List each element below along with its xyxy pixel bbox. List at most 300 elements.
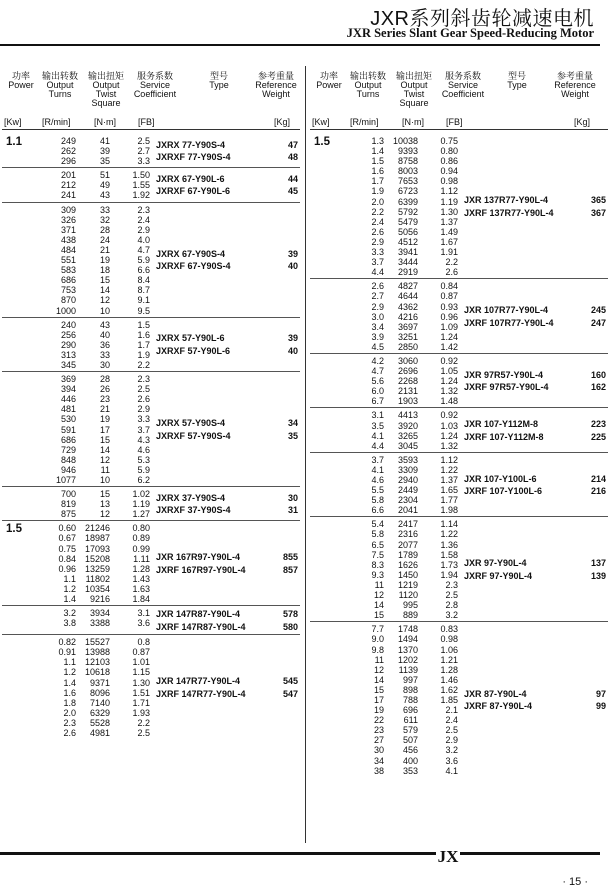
spec-row (40, 688, 150, 698)
service-factor-value: 0.98 (440, 176, 458, 187)
service-factor-value: 1.94 (440, 569, 458, 580)
spec-row (348, 645, 458, 655)
output-speed-value: 4.5 (371, 341, 384, 352)
output-speed-value: 11 (374, 579, 384, 590)
output-speed-value: 3.4 (371, 321, 384, 332)
output-speed-value: 1077 (55, 475, 76, 485)
spec-row (348, 396, 458, 406)
output-speed-value: 4.6 (371, 475, 384, 485)
torque-value: 51 (99, 170, 110, 181)
spec-row (348, 475, 458, 485)
spec-block (310, 134, 608, 279)
model-weight: 214 (590, 473, 606, 484)
power-unit: [Kw] (312, 117, 330, 127)
service-factor-value: 1.43 (132, 573, 150, 584)
model-row (464, 688, 608, 701)
power-unit: [Kw] (4, 117, 22, 127)
spec-row (40, 136, 150, 146)
spec-row (40, 698, 150, 708)
torque-value: 5528 (89, 717, 110, 728)
spec-block (310, 354, 608, 408)
service-factor-value: 6.6 (137, 265, 150, 276)
output-speed-value: 9.8 (371, 644, 384, 655)
output-speed-value: 729 (60, 444, 76, 455)
torque-value: 15527 (84, 637, 110, 648)
model-list (458, 410, 608, 450)
power-value (310, 410, 348, 450)
torque-value: 353 (402, 765, 418, 776)
service-factor-value: 3.6 (137, 618, 150, 629)
model-row (156, 551, 300, 564)
output-speed-value: 1.6 (63, 687, 76, 698)
spec-row (348, 610, 458, 620)
service-factor-value: 0.83 (440, 624, 458, 635)
output-speed-value: 1.6 (371, 166, 384, 177)
torque-value: 1903 (397, 396, 418, 407)
model-row (156, 332, 300, 345)
service-factor-value: 2.5 (445, 590, 458, 601)
spec-row (348, 431, 458, 441)
service-factor-value: 9.1 (137, 295, 150, 306)
torque-value: 3920 (397, 420, 418, 431)
service-factor-value: 2.4 (137, 214, 150, 225)
spec-row (40, 435, 150, 445)
model-list (458, 519, 608, 620)
service-factor-value: 6.2 (137, 475, 150, 485)
header-rule (0, 44, 600, 46)
service-factor-value: 2.7 (137, 146, 150, 157)
torque-value: 2449 (397, 485, 418, 496)
output-speed-value: 1.4 (371, 146, 384, 157)
torque-unit: [N·m] (402, 117, 424, 127)
torque-value: 21 (99, 244, 110, 255)
torque-value: 3388 (89, 618, 110, 629)
output-speed-value: 819 (60, 499, 76, 510)
service-factor-value: 1.22 (440, 464, 458, 475)
service-factor-value: 4.6 (137, 444, 150, 455)
service-factor-value: 1.02 (132, 489, 150, 500)
service-factor-value: 0.92 (440, 355, 458, 366)
output-speed-value: 446 (60, 394, 76, 405)
output-speed-value: 0.82 (58, 637, 76, 648)
model-type: JXRF 137R77-Y90L-4 (464, 207, 554, 218)
service-factor-value: 0.75 (440, 136, 458, 146)
service-factor-value: 2.5 (137, 727, 150, 738)
torque-value: 13259 (84, 563, 110, 574)
model-row (156, 608, 300, 621)
torque-value: 14 (99, 444, 110, 455)
spec-row (348, 745, 458, 755)
weight-header: 参考重量 Reference Weight (255, 71, 297, 99)
spec-row (40, 564, 150, 574)
torque-value: 9371 (89, 677, 110, 688)
torque-value: 28 (99, 374, 110, 385)
torque-value: 3444 (397, 257, 418, 268)
spec-row (40, 340, 150, 350)
spec-row (40, 235, 150, 245)
torque-value: 788 (402, 694, 418, 705)
torque-value: 7140 (89, 697, 110, 708)
spec-row (348, 766, 458, 776)
spec-row (348, 302, 458, 312)
output-speed-value: 309 (60, 204, 76, 215)
spec-row (40, 455, 150, 465)
spec-row (40, 489, 150, 499)
spec-row (348, 735, 458, 745)
service-factor-value: 2.9 (137, 404, 150, 415)
model-type: JXRF 107-Y100L-6 (464, 486, 543, 497)
service-factor-value: 3.3 (137, 414, 150, 425)
model-weight: 160 (590, 369, 606, 380)
model-type: JXR 107-Y100L-6 (464, 473, 537, 484)
page-title-english: JXR Series Slant Gear Speed-Reducing Motor (346, 26, 594, 40)
spec-row (40, 205, 150, 215)
spec-block (2, 318, 300, 372)
model-list (458, 624, 608, 775)
speed-unit: [R/min] (42, 117, 71, 127)
service-factor-value: 5.9 (137, 464, 150, 475)
spec-row (348, 540, 458, 550)
output-speed-value: 4.7 (371, 366, 384, 377)
spec-row (348, 291, 458, 301)
output-speed-value: 262 (60, 146, 76, 157)
output-speed-value: 12 (373, 590, 384, 601)
spec-rows (40, 523, 150, 604)
model-row (156, 504, 300, 517)
spec-row (40, 608, 150, 618)
torque-value: 9393 (397, 146, 418, 157)
service-factor-value: 1.05 (440, 366, 458, 377)
spec-rows (40, 170, 150, 200)
power-value (2, 637, 40, 738)
output-speed-value: 1.9 (371, 186, 384, 197)
spec-row (40, 404, 150, 414)
torque-value: 21246 (84, 523, 110, 534)
torque-value: 21 (99, 404, 110, 415)
spec-row (348, 655, 458, 665)
model-weight: 367 (590, 207, 606, 218)
torque-value: 3934 (89, 608, 110, 619)
model-row (156, 260, 300, 273)
output-speed-value: 1.1 (63, 573, 76, 584)
model-list (150, 523, 300, 604)
torque-value: 13 (99, 499, 110, 510)
spec-row (348, 634, 458, 644)
spec-row (40, 465, 150, 475)
torque-value: 3309 (397, 464, 418, 475)
spec-row (348, 376, 458, 386)
output-speed-value: 686 (60, 275, 76, 286)
page-title-chinese: JXR系列斜齿轮减速电机 (370, 8, 594, 30)
torque-value: 18987 (84, 533, 110, 544)
output-speed-value: 371 (60, 224, 76, 235)
torque-value: 9216 (89, 594, 110, 605)
model-weight: 247 (590, 317, 606, 328)
power-value (2, 608, 40, 633)
service-factor-value: 2.5 (137, 136, 150, 146)
spec-row (40, 584, 150, 594)
output-speed-value: 34 (373, 755, 384, 766)
model-row (464, 317, 608, 330)
torque-value: 3697 (397, 321, 418, 332)
output-speed-value: 7.5 (371, 549, 384, 560)
spec-rows (40, 608, 150, 633)
service-factor-value: 0.93 (440, 301, 458, 312)
torque-unit: [N·m] (94, 117, 116, 127)
torque-value: 11 (100, 464, 110, 475)
output-speed-value: 14 (373, 600, 384, 611)
spec-row (40, 295, 150, 305)
output-speed-value: 2.9 (371, 236, 384, 247)
output-speed-value: 591 (60, 424, 76, 435)
torque-value: 400 (402, 755, 418, 766)
service-factor-value: 8.4 (137, 275, 150, 286)
service-factor-value: 0.99 (132, 543, 150, 554)
spec-row (40, 618, 150, 628)
model-weight: 245 (590, 305, 606, 316)
service-factor-value: 1.09 (440, 321, 458, 332)
service-factor-value: 1.27 (132, 509, 150, 520)
model-weight: 34 (287, 418, 298, 429)
torque-value: 997 (402, 674, 418, 685)
spec-row (348, 756, 458, 766)
torque-value: 898 (402, 684, 418, 695)
spec-row (348, 529, 458, 539)
torque-value: 1120 (398, 590, 418, 601)
service-factor-value: 9.5 (137, 305, 150, 316)
service-factor-value: 1.71 (132, 697, 150, 708)
model-weight: 225 (590, 431, 606, 442)
torque-value: 696 (402, 705, 418, 716)
spec-row (40, 320, 150, 330)
spec-row (348, 156, 458, 166)
spec-row (348, 342, 458, 352)
model-type: JXRX 67-Y90L-6 (156, 173, 225, 184)
spec-row (40, 225, 150, 235)
output-speed-value: 1000 (55, 305, 76, 316)
power-value (2, 320, 40, 370)
torque-value: 2268 (397, 376, 418, 387)
torque-value: 4362 (397, 301, 418, 312)
output-speed-value: 4.2 (371, 355, 384, 366)
spec-row (40, 425, 150, 435)
spec-block (310, 408, 608, 452)
model-row (156, 675, 300, 688)
model-type: JXRX 57-Y90S-4 (156, 418, 226, 429)
service-factor-value: 1.98 (440, 505, 458, 516)
model-weight: 223 (590, 419, 606, 430)
power-value (2, 170, 40, 200)
torque-value: 5792 (397, 206, 418, 217)
torque-value: 3060 (397, 355, 418, 366)
output-speed-value: 753 (60, 285, 76, 296)
spec-row (348, 570, 458, 580)
torque-value: 611 (403, 715, 418, 726)
spec-row (348, 495, 458, 505)
service-factor-value: 1.84 (132, 594, 150, 605)
spec-rows (40, 136, 150, 166)
spec-block (2, 372, 300, 487)
model-type: JXRXF 67-Y90S-4 (156, 261, 231, 272)
model-list (458, 455, 608, 516)
output-speed-value: 30 (373, 745, 384, 756)
spec-row (348, 136, 458, 146)
torque-value: 2417 (397, 519, 418, 530)
spec-row (40, 245, 150, 255)
weight-unit: [Kg] (274, 117, 291, 127)
service-factor-value: 2.2 (137, 359, 150, 370)
spec-rows (40, 374, 150, 485)
spec-block (2, 635, 300, 739)
output-speed-value: 14 (373, 674, 384, 685)
torque-value: 507 (402, 735, 418, 746)
service-factor-value: 1.28 (440, 664, 458, 675)
output-speed-value: 7.7 (371, 624, 384, 635)
service-factor-value: 1.91 (440, 247, 458, 258)
torque-value: 8003 (397, 166, 418, 177)
spec-row (348, 146, 458, 156)
power-value (310, 281, 348, 352)
spec-row (40, 667, 150, 677)
spec-rows (40, 320, 150, 370)
torque-value: 10 (99, 475, 110, 485)
service-factor-value: 0.86 (440, 156, 458, 167)
torque-value: 3265 (397, 430, 418, 441)
service-factor-value: 0.98 (440, 634, 458, 645)
spec-row (348, 166, 458, 176)
model-weight: 578 (282, 609, 298, 620)
torque-value: 15 (99, 434, 110, 445)
torque-value: 35 (99, 156, 110, 167)
spec-row (348, 665, 458, 675)
output-speed-value: 241 (60, 190, 76, 201)
torque-value: 995 (402, 600, 418, 611)
spec-row (348, 267, 458, 277)
output-speed-value: 1.1 (63, 657, 76, 668)
left-table (2, 66, 300, 739)
spec-rows (348, 624, 458, 775)
torque-value: 23 (99, 394, 110, 405)
output-speed-value: 22 (373, 715, 384, 726)
spec-row (348, 366, 458, 376)
output-speed-value: 3.7 (371, 257, 384, 268)
torque-value: 12 (99, 295, 110, 306)
model-list (150, 205, 300, 316)
output-speed-value: 6.6 (371, 505, 384, 516)
output-speed-value: 438 (60, 234, 76, 245)
service-unit: [FB] (446, 117, 463, 127)
model-type: JXRXF 67-Y90L-6 (156, 186, 231, 197)
torque-value: 19 (99, 255, 110, 266)
torque-value: 32 (99, 214, 110, 225)
right-table (310, 66, 608, 777)
torque-value: 12 (99, 509, 110, 520)
output-speed-value: 3.9 (371, 331, 384, 342)
spec-row (348, 421, 458, 431)
service-factor-value: 1.7 (137, 339, 150, 350)
torque-value: 4216 (397, 311, 418, 322)
model-row (156, 430, 300, 443)
output-speed-value: 2.6 (371, 226, 384, 237)
spec-row (348, 410, 458, 420)
torque-value: 18 (99, 265, 110, 276)
spec-block (310, 517, 608, 622)
service-factor-value: 2.4 (445, 715, 458, 726)
torque-value: 6723 (397, 186, 418, 197)
model-type: JXRX 67-Y90S-4 (156, 248, 226, 259)
service-factor-value: 2.3 (137, 204, 150, 215)
power-value: 1.5 (6, 523, 22, 536)
spec-row (40, 330, 150, 340)
torque-value: 10038 (392, 136, 418, 146)
output-speed-value: 313 (60, 349, 76, 360)
torque-value: 11802 (85, 573, 110, 584)
torque-value: 2077 (397, 539, 418, 550)
model-row (464, 194, 608, 207)
spec-row (40, 384, 150, 394)
output-speed-value: 870 (60, 295, 76, 306)
torque-value: 15208 (84, 553, 110, 564)
output-speed-value: 5.5 (371, 485, 384, 496)
torque-value: 4981 (89, 727, 110, 738)
spec-row (348, 465, 458, 475)
spec-rows (348, 356, 458, 406)
torque-value: 36 (99, 339, 110, 350)
spec-row (40, 374, 150, 384)
service-factor-value: 1.49 (440, 226, 458, 237)
model-type: JXRF 97-Y90L-4 (464, 570, 533, 581)
service-factor-value: 1.51 (132, 687, 150, 698)
output-speed-value: 256 (60, 329, 76, 340)
spec-block (2, 487, 300, 521)
service-factor-value: 1.77 (440, 495, 458, 506)
output-speed-value: 6.7 (371, 396, 384, 407)
torque-value: 3593 (397, 454, 418, 465)
torque-value: 2304 (397, 495, 418, 506)
torque-value: 19 (99, 414, 110, 425)
output-speed-value: 551 (60, 255, 76, 266)
model-row (464, 431, 608, 444)
model-list (458, 356, 608, 406)
model-type: JXR 147R87-Y90L-4 (156, 609, 241, 620)
spec-rows (348, 519, 458, 620)
service-factor-value: 1.21 (440, 654, 458, 665)
model-weight: 44 (287, 173, 298, 184)
model-weight: 39 (287, 333, 298, 344)
service-factor-value: 0.96 (440, 311, 458, 322)
torque-value: 3045 (397, 440, 418, 451)
model-weight: 365 (590, 195, 606, 206)
model-row (156, 564, 300, 577)
spec-row (348, 332, 458, 342)
output-speed-value: 4.4 (371, 267, 384, 278)
model-row (464, 304, 608, 317)
service-factor-value: 3.1 (137, 608, 150, 619)
spec-row (348, 675, 458, 685)
spec-row (348, 485, 458, 495)
model-type: JXRX 57-Y90L-6 (156, 333, 225, 344)
spec-row (40, 255, 150, 265)
brand-logo: JX (436, 845, 460, 869)
spec-rows (348, 410, 458, 450)
model-type: JXR 137R77-Y90L-4 (464, 195, 549, 206)
model-row (156, 345, 300, 358)
torque-value: 43 (99, 190, 110, 201)
service-factor-value: 1.06 (440, 644, 458, 655)
service-factor-value: 2.5 (445, 725, 458, 736)
power-value: 1.5 (314, 136, 330, 148)
service-factor-value: 3.7 (137, 424, 150, 435)
